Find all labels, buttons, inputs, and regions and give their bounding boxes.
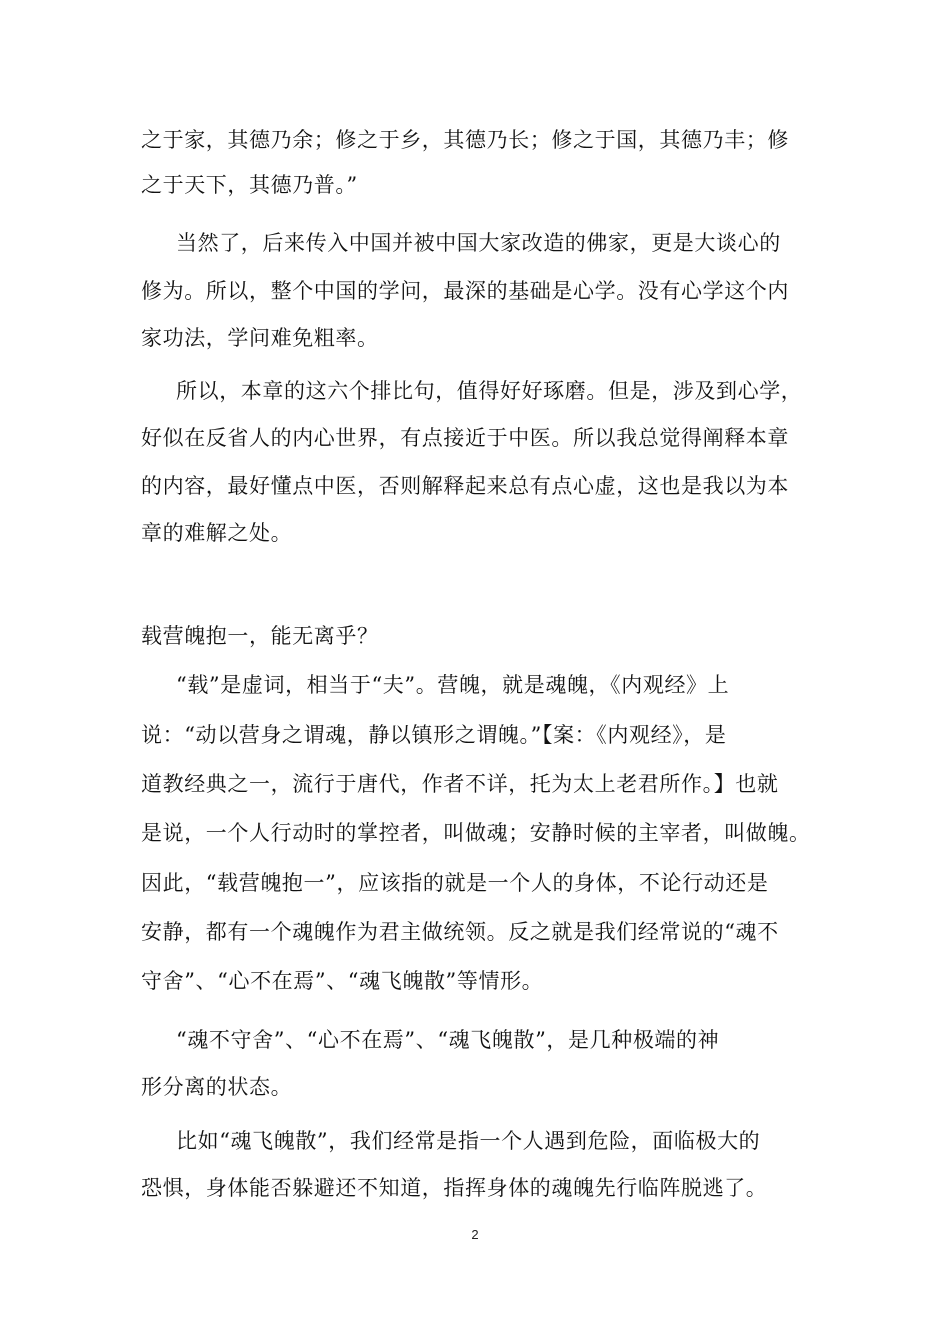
paragraph-start-line: “魂不守舍”、“心不在焉”、“魂飞魄散”，是几种极端的神 [176,1028,720,1052]
paragraph-start-line: 比如“魂飞魄散”，我们经常是指一个人遇到危险，面临极大的 [176,1129,761,1153]
text-line: 之于家，其德乃余；修之于乡，其德乃长；修之于国，其德乃丰；修 [141,128,789,152]
text-line: 的内容，最好懂点中医，否则解释起来总有点心虚，这也是我以为本 [141,474,789,498]
text-line: 是说，一个人行动时的掌控者，叫做魂；安静时候的主宰者，叫做魄。 [141,821,811,845]
text-line: 说：“动以营身之谓魂，静以镇形之谓魄。”【案：《内观经》，是 [141,723,727,747]
text-line: 修为。所以，整个中国的学问，最深的基础是心学。没有心学这个内 [141,279,789,303]
text-line: 章的难解之处。 [141,521,293,545]
text-line: 之于天下，其德乃普。” [141,173,358,197]
text-line: 守舍”、“心不在焉”、“魂飞魄散”等情形。 [141,969,544,993]
text-line: 因此，“载营魄抱一”，应该指的就是一个人的身体，不论行动还是 [141,871,769,895]
text-line: 好似在反省人的内心世界，有点接近于中医。所以我总觉得阐释本章 [141,426,789,450]
paragraph-start-line: “载”是虚词，相当于“夫”。营魄，就是魂魄，《内观经》上 [176,673,730,697]
text-line: 恐惧，身体能否躲避还不知道，指挥身体的魂魄先行临阵脱逃了。 [141,1176,768,1200]
page-number: 2 [471,1227,479,1242]
paragraph-start-line: 当然了，后来传入中国并被中国大家改造的佛家，更是大谈心的 [176,231,781,255]
text-line: 道教经典之一，流行于唐代，作者不详，托为太上老君所作。】也就 [141,772,779,796]
paragraph-start-line: 所以，本章的这六个排比句，值得好好琢磨。但是，涉及到心学， [176,379,803,403]
text-line: 形分离的状态。 [141,1075,293,1099]
text-line: 家功法，学问难免粗率。 [141,326,379,350]
text-line: 安静，都有一个魂魄作为君主做统领。反之就是我们经常说的“魂不 [141,920,779,944]
section-heading: 载营魄抱一，能无离乎？ [141,624,379,648]
